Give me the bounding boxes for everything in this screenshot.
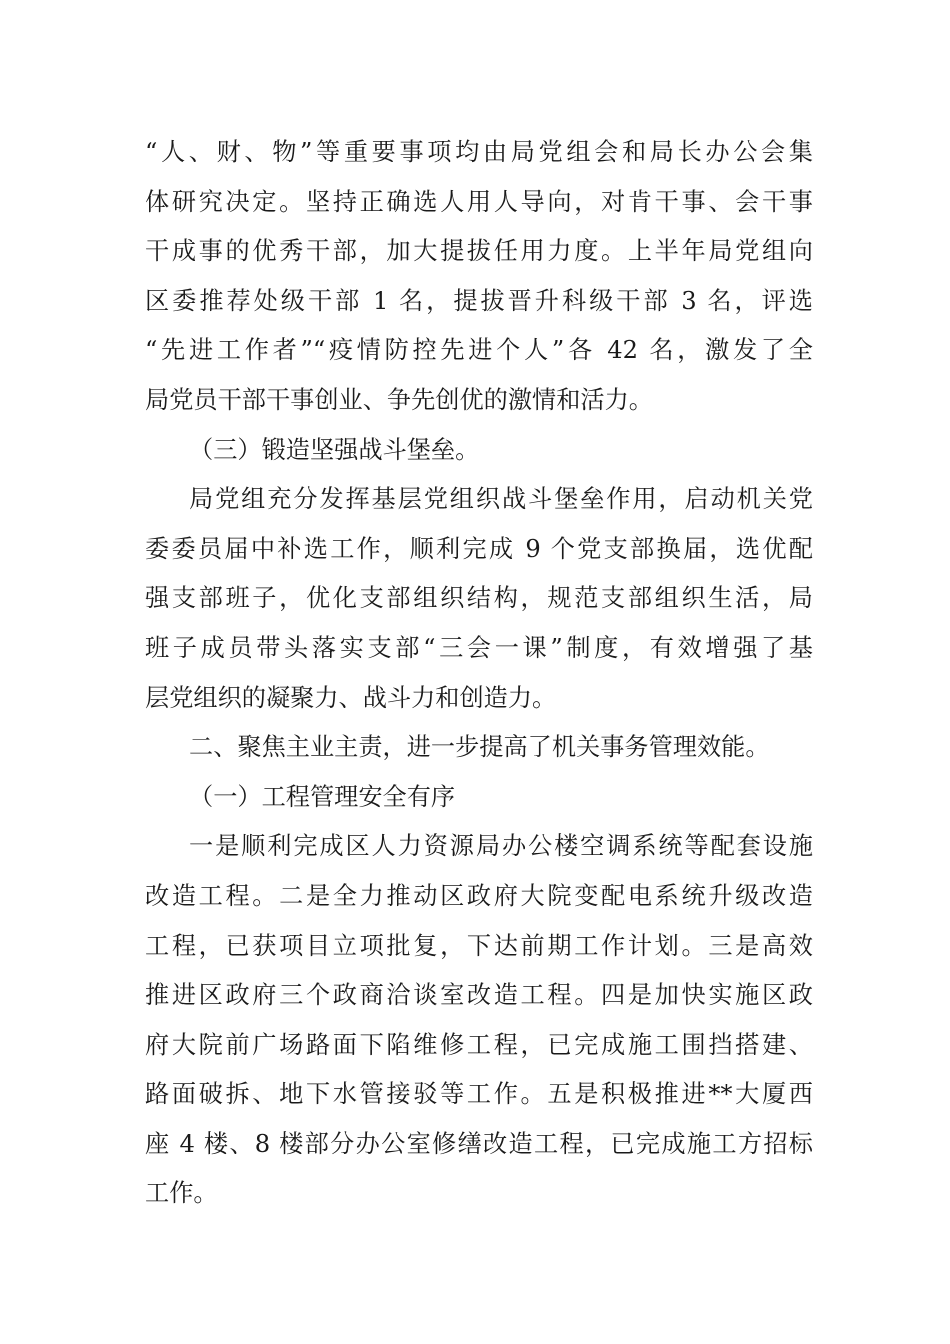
section-heading-3: （三）锻造坚强战斗堡垒。	[189, 435, 480, 464]
paragraph-1-line-4: 区委推荐处级干部 1 名，提拔晋升科级干部 3 名，评选	[145, 286, 813, 315]
paragraph-3-line-1: 一是顺利完成区人力资源局办公楼空调系统等配套设施	[189, 832, 813, 861]
paragraph-2-line-2: 委委员届中补选工作，顺利完成 9 个党支部换届，选优配	[145, 534, 813, 563]
paragraph-3-line-7: 座 4 楼、8 楼部分办公室修缮改造工程，已完成施工方招标	[145, 1129, 813, 1158]
paragraph-2-line-4: 班子成员带头落实支部“三会一课”制度，有效增强了基	[145, 633, 813, 662]
paragraph-3-line-5: 府大院前广场路面下陷维修工程，已完成施工围挡搭建、	[145, 1030, 813, 1059]
paragraph-1-line-6: 局党员干部干事创业、争先创优的激情和活力。	[145, 385, 653, 414]
paragraph-3-line-2: 改造工程。二是全力推动区政府大院变配电系统升级改造	[145, 881, 813, 910]
section-heading-1: （一）工程管理安全有序	[189, 782, 456, 811]
paragraph-3-line-6: 路面破拆、地下水管接驳等工作。五是积极推进**大厦西	[145, 1080, 813, 1109]
paragraph-2-line-1: 局党组充分发挥基层党组织战斗堡垒作用，启动机关党	[189, 485, 813, 514]
chapter-heading-2: 二、聚焦主业主责，进一步提高了机关事务管理效能。	[189, 733, 770, 762]
paragraph-3-line-4: 推进区政府三个政商洽谈室改造工程。四是加快实施区政	[145, 981, 813, 1010]
paragraph-1-line-2: 体研究决定。坚持正确选人用人导向，对肯干事、会干事	[145, 187, 813, 216]
paragraph-3-line-8: 工作。	[145, 1179, 218, 1208]
paragraph-1-line-3: 干成事的优秀干部，加大提拔任用力度。上半年局党组向	[145, 237, 813, 266]
paragraph-1-line-5: “先进工作者”“疫情防控先进个人”各 42 名，激发了全	[145, 336, 813, 365]
paragraph-1-line-1: “人、财、物”等重要事项均由局党组会和局长办公会集	[145, 138, 813, 166]
document-body	[145, 128, 813, 1219]
paragraph-2-line-5: 层党组织的凝聚力、战斗力和创造力。	[145, 683, 557, 712]
paragraph-2-line-3: 强支部班子，优化支部组织结构，规范支部组织生活，局	[145, 584, 813, 613]
paragraph-3-line-3: 工程，已获项目立项批复，下达前期工作计划。三是高效	[145, 931, 813, 960]
